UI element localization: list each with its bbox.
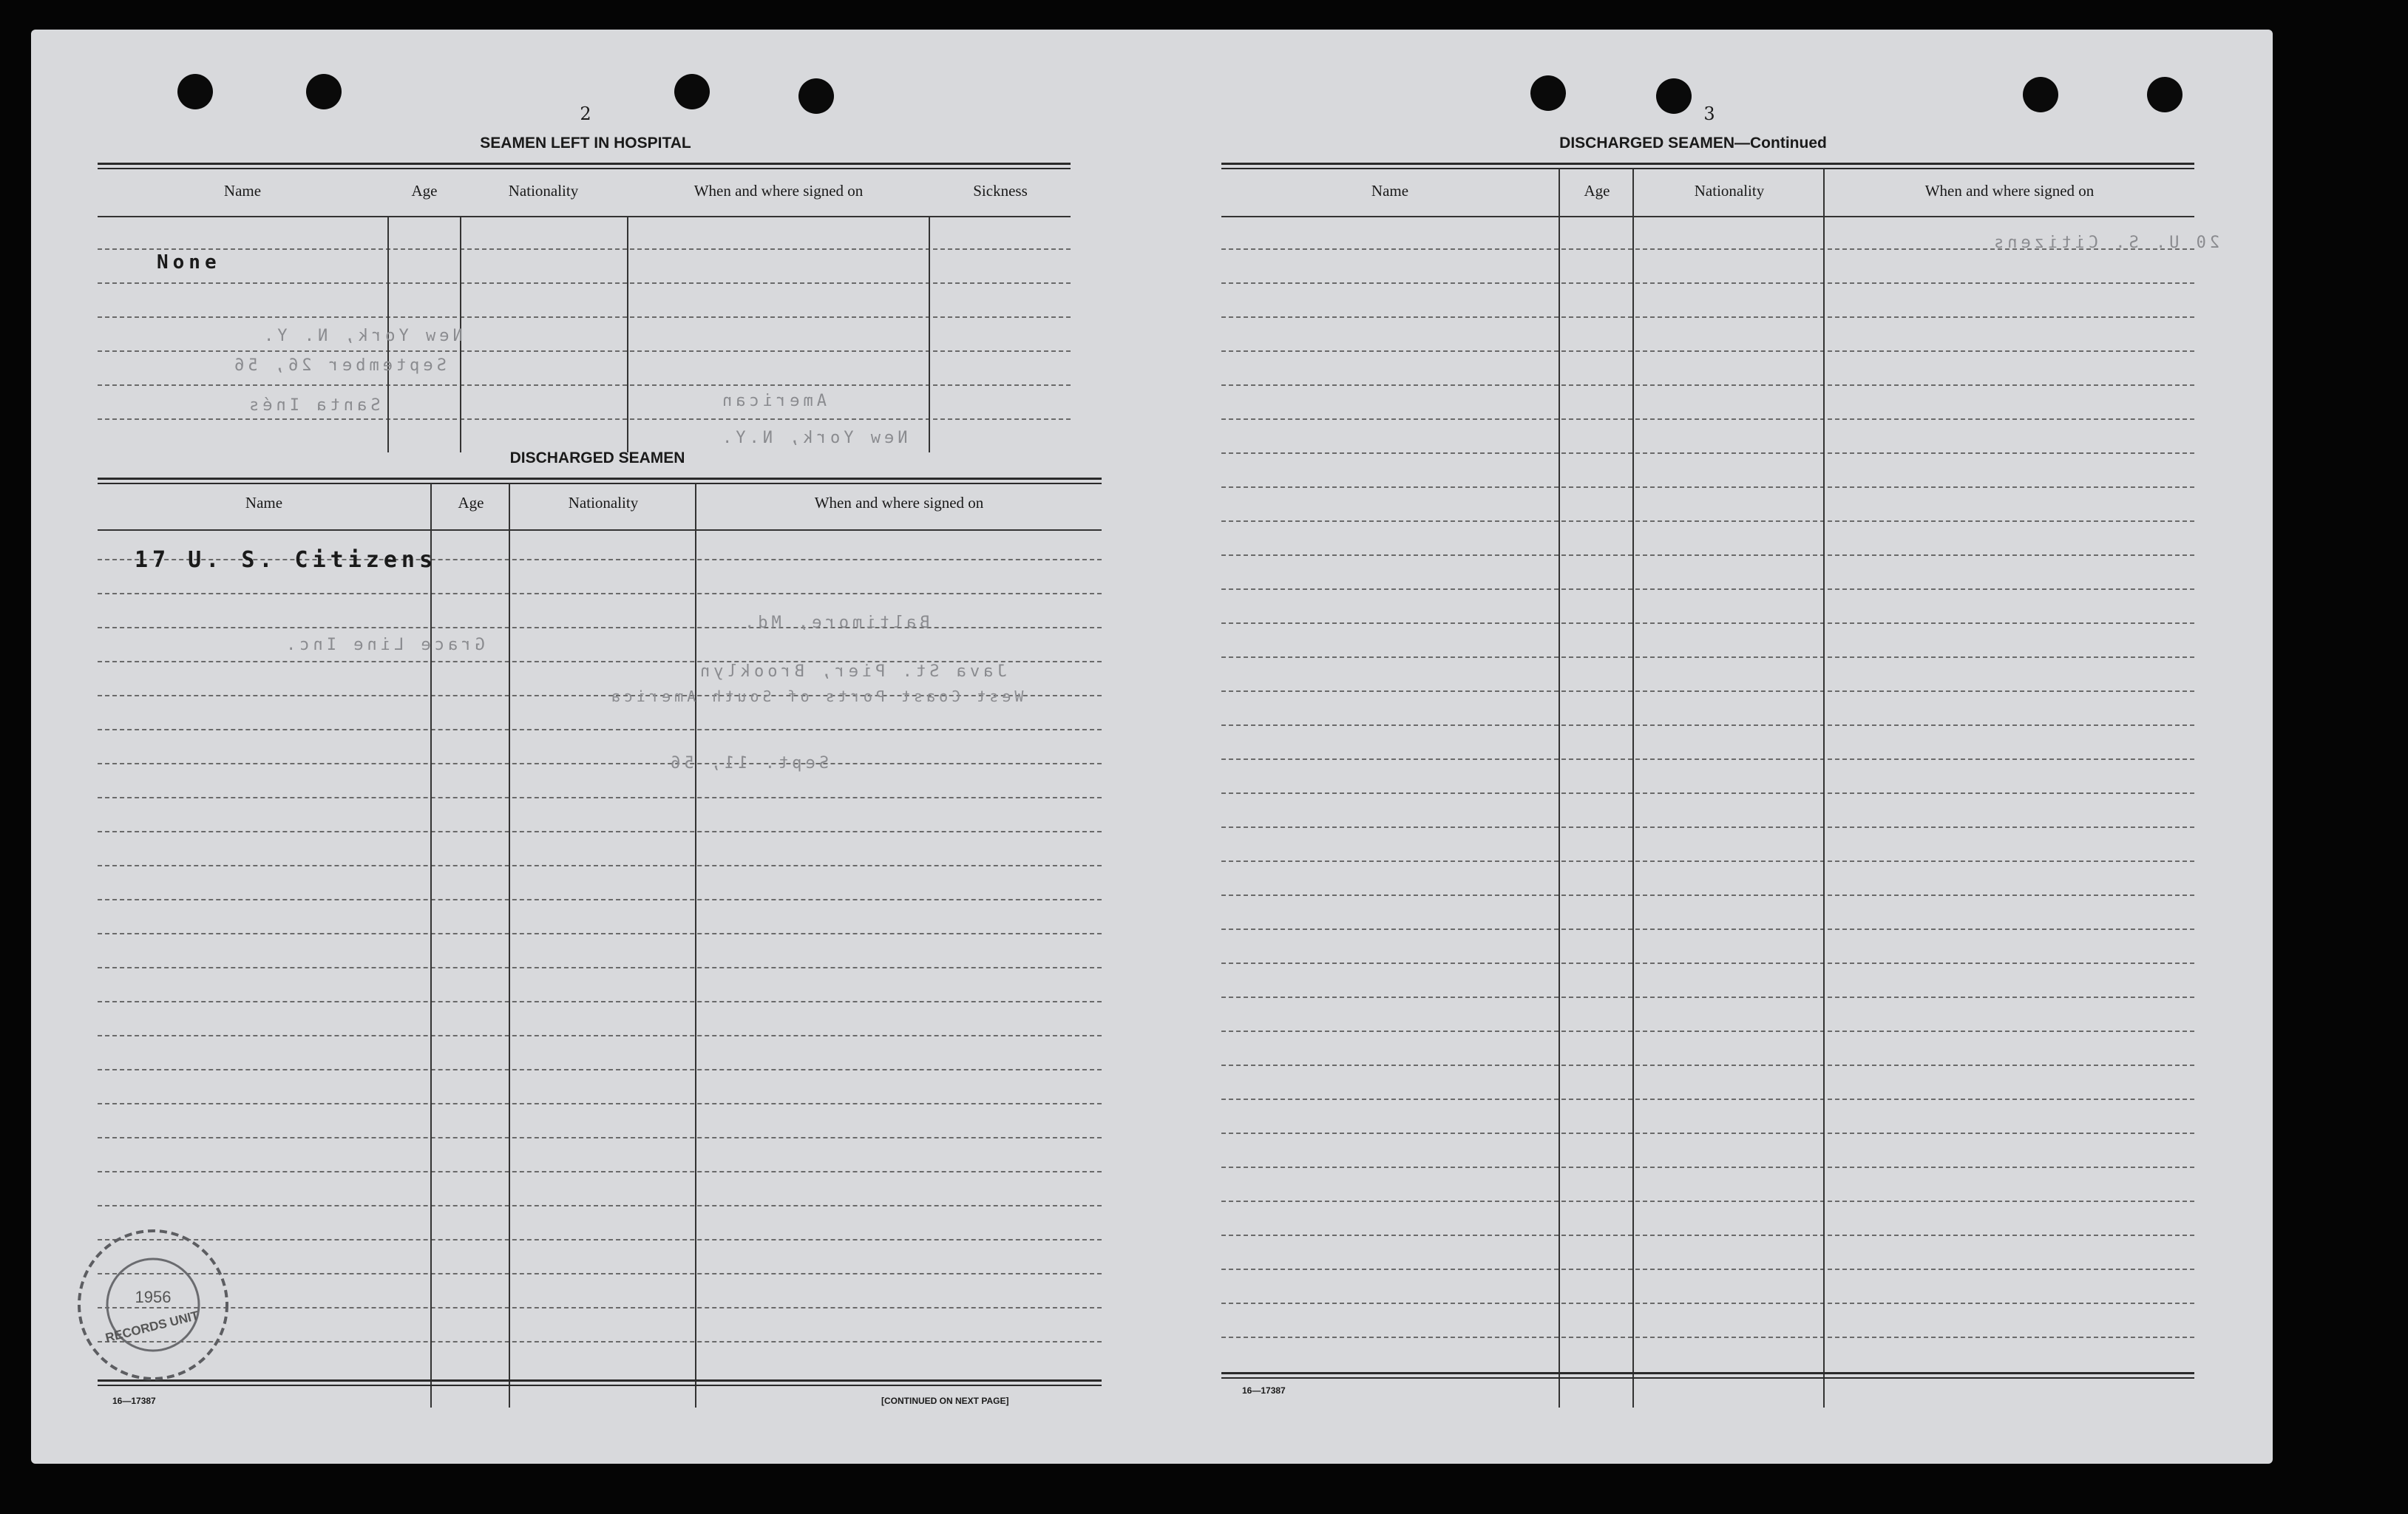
ruled-line — [98, 384, 1071, 386]
ruled-line — [98, 1103, 1102, 1104]
ruled-line — [98, 831, 1102, 832]
ruled-line — [1221, 826, 2194, 828]
punch-hole — [798, 78, 834, 114]
seal-date: 1956 — [135, 1288, 172, 1306]
ruled-line — [1221, 622, 2194, 624]
discharged-continued-title: DISCHARGED SEAMEN—Continued — [1559, 135, 1827, 152]
discharged-title: DISCHARGED SEAMEN — [509, 449, 685, 466]
ruled-line — [98, 350, 1071, 352]
ruled-line — [1221, 1167, 2194, 1168]
col-header-signed-on: When and where signed on — [693, 182, 864, 200]
column-divider — [1632, 169, 1634, 1408]
table-top-rule — [98, 478, 1102, 484]
ruled-line — [1221, 1201, 2194, 1202]
ruled-line — [98, 316, 1071, 318]
table-top-rule — [1221, 163, 2194, 169]
ruled-line — [1221, 588, 2194, 590]
ruled-line — [98, 933, 1102, 934]
ruled-line — [1221, 384, 2194, 386]
ruled-line — [98, 1205, 1102, 1206]
ruled-line — [98, 1273, 1102, 1274]
right-page — [1155, 30, 2273, 1464]
col-header-signed-on: When and where signed on — [814, 494, 984, 512]
ruled-line — [1221, 1099, 2194, 1100]
left-page — [31, 30, 1155, 1464]
ruled-line — [98, 763, 1102, 764]
punch-hole — [1530, 75, 1566, 111]
ruled-line — [98, 797, 1102, 798]
header-rule — [98, 529, 1102, 531]
col-header-name: Name — [1371, 182, 1409, 200]
ruled-line — [98, 1035, 1102, 1036]
ruled-line — [98, 282, 1071, 284]
col-header-nationality: Nationality — [1694, 182, 1765, 200]
col-header-name: Name — [245, 494, 283, 512]
col-header-age: Age — [458, 494, 484, 512]
punch-hole — [177, 74, 213, 109]
ruled-line — [1221, 486, 2194, 488]
ruled-line — [1221, 758, 2194, 760]
ruled-line — [98, 1239, 1102, 1240]
hospital-entry: None — [157, 251, 221, 274]
col-header-age: Age — [411, 182, 438, 200]
ruled-line — [1221, 792, 2194, 794]
ruled-line — [98, 593, 1102, 594]
ruled-line — [1221, 724, 2194, 726]
column-divider — [1823, 169, 1825, 1408]
bleed-through-text: New York, N.Y. — [719, 429, 908, 447]
discharged-entry: 17 U. S. Citizens — [135, 547, 438, 573]
col-header-nationality: Nationality — [508, 182, 579, 200]
ruled-line — [98, 967, 1102, 968]
ruled-line — [1221, 1235, 2194, 1236]
punch-hole — [674, 74, 710, 109]
ruled-line — [98, 1171, 1102, 1172]
bleed-through-text: Baltimore, Md. — [741, 614, 930, 632]
ruled-line — [98, 1137, 1102, 1138]
table-top-rule — [98, 163, 1071, 169]
seal-text: RECORDS UNIT — [104, 1308, 200, 1345]
form-number: 16—17387 — [1242, 1385, 1286, 1396]
ruled-line — [1221, 350, 2194, 352]
ruled-line — [1221, 1133, 2194, 1134]
ruled-line — [1221, 520, 2194, 522]
ruled-line — [1221, 997, 2194, 998]
ruled-line — [1221, 554, 2194, 556]
ruled-line — [1221, 929, 2194, 930]
column-divider — [695, 483, 696, 1408]
column-divider — [627, 216, 628, 452]
ruled-line — [1221, 1031, 2194, 1032]
ruled-line — [98, 899, 1102, 900]
ruled-line — [98, 865, 1102, 866]
ruled-line — [98, 1069, 1102, 1070]
ruled-line — [98, 248, 1071, 250]
ruled-line — [98, 627, 1102, 628]
form-number: 16—17387 — [112, 1396, 156, 1406]
ruled-line — [1221, 418, 2194, 420]
ruled-line — [1221, 1065, 2194, 1066]
records-unit-seal — [68, 1220, 238, 1390]
table-bottom-rule — [98, 1379, 1102, 1386]
ruled-line — [98, 1001, 1102, 1002]
page-number: 3 — [1703, 103, 1715, 124]
ruled-line — [98, 1307, 1102, 1308]
column-divider — [929, 216, 930, 452]
column-divider — [430, 483, 432, 1408]
col-header-sickness: Sickness — [973, 182, 1028, 200]
scanned-document — [31, 30, 2273, 1464]
punch-hole — [1656, 78, 1692, 114]
col-header-age: Age — [1584, 182, 1610, 200]
ruled-line — [98, 1341, 1102, 1342]
ruled-line — [1221, 316, 2194, 318]
punch-hole — [306, 74, 342, 109]
col-header-signed-on: When and where signed on — [1924, 182, 2095, 200]
header-rule — [98, 216, 1071, 217]
bleed-through-text: Sept. 11, 56 — [667, 754, 829, 773]
ruled-line — [1221, 860, 2194, 862]
hospital-title: SEAMEN LEFT IN HOSPITAL — [480, 135, 691, 152]
ruled-line — [1221, 1269, 2194, 1270]
punch-hole — [2147, 77, 2183, 112]
ruled-line — [1221, 963, 2194, 964]
col-header-nationality: Nationality — [568, 494, 639, 512]
bleed-through-text: West Coast Ports of South America — [608, 688, 1024, 705]
continued-note: [CONTINUED ON NEXT PAGE] — [881, 1396, 1009, 1406]
column-divider — [1559, 169, 1560, 1408]
ruled-line — [1221, 656, 2194, 658]
ruled-line — [98, 729, 1102, 730]
header-rule — [1221, 216, 2194, 217]
table-bottom-rule — [1221, 1372, 2194, 1379]
ruled-line — [1221, 282, 2194, 284]
bleed-through-text: September 26, 56 — [231, 356, 447, 375]
bleed-through-text: Grace Line Inc. — [282, 636, 485, 654]
col-header-name: Name — [223, 182, 262, 200]
ruled-line — [98, 418, 1071, 420]
bleed-through-text: Java St. Pier, Brooklyn — [696, 662, 1007, 681]
ruled-line — [1221, 690, 2194, 692]
ruled-line — [1221, 452, 2194, 454]
page-number: 2 — [580, 103, 591, 124]
bleed-through-text: New York, N. Y. — [260, 327, 463, 345]
column-divider — [509, 483, 510, 1408]
punch-hole — [2023, 77, 2058, 112]
bleed-through-text: American — [719, 392, 827, 410]
bleed-through-text: Santa Inés — [245, 396, 381, 415]
ruled-line — [1221, 1303, 2194, 1304]
bleed-through-text: 20 U. S. Citizens — [1990, 234, 2220, 252]
ruled-line — [1221, 895, 2194, 896]
ruled-line — [1221, 1337, 2194, 1338]
